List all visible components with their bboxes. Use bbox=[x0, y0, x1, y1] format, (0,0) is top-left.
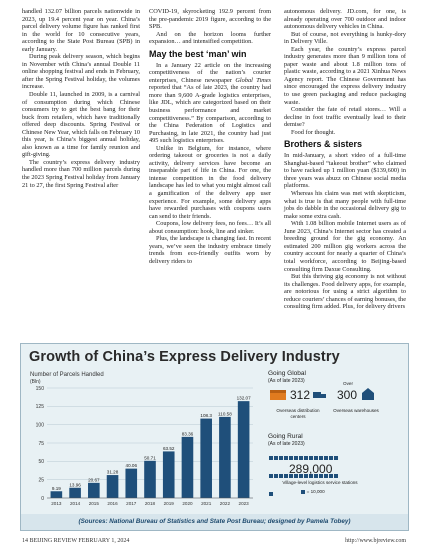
data-label: 83.36 bbox=[181, 431, 194, 437]
y-tick-label: 50 bbox=[38, 459, 44, 466]
paragraph: autonomous delivery. JD.com, for one, is already operating over 700 outdoor and indoor autonomous delivery vehicles in China. bbox=[284, 8, 406, 31]
bar bbox=[51, 491, 63, 498]
house-icon bbox=[274, 456, 278, 460]
house-icon bbox=[284, 474, 288, 478]
going-rural-date: (As of late 2023) bbox=[268, 441, 305, 447]
over-label: Over bbox=[343, 381, 353, 386]
bar bbox=[107, 475, 119, 498]
source-note: (Sources: National Bureau of Statistics and State Post Bureau; designed by Pamela Tobey) bbox=[21, 514, 408, 530]
data-label: 40.06 bbox=[125, 463, 138, 469]
paragraph: In a January 22 article on the increasing competitiveness of the nation’s courier enterprises, Chinese newspaper Global Times reported that “As of late 2023, the country had more than 9,600 A-grade logistics enterprises, like JDL, which are categorized based on their business performance and market competitiveness.” By comparison, according to the China Federation of Logistics and Purchasing, in late 2021, the country had just 495 such logistics enterprises. bbox=[149, 61, 271, 145]
y-tick-label: 75 bbox=[38, 440, 44, 447]
section-heading: May the best ‘man’ win bbox=[149, 48, 247, 59]
data-label: 31.28 bbox=[106, 469, 119, 475]
bar bbox=[125, 469, 137, 498]
x-tick-label: 2015 bbox=[88, 501, 99, 506]
rural-value: 289,000 bbox=[289, 462, 333, 476]
x-tick-label: 2023 bbox=[238, 501, 249, 506]
y-tick-label: 25 bbox=[38, 477, 44, 484]
house-icon bbox=[274, 474, 278, 478]
x-tick-label: 2013 bbox=[51, 501, 62, 506]
infographic-title: Growth of China’s Express Delivery Industry bbox=[29, 349, 340, 365]
data-label: 50.71 bbox=[144, 455, 156, 461]
bar bbox=[144, 461, 156, 498]
y-tick-label: 100 bbox=[35, 422, 44, 429]
paragraph: In mid-January, a short video of a full-time Shanghai-based “takeout brother” who claimed to have racked up 1 million yuan ($139,600) in three years was abuzz on Chinese social media platforms. bbox=[284, 152, 406, 190]
data-label: 13.96 bbox=[69, 482, 81, 488]
x-tick-label: 2016 bbox=[107, 501, 118, 506]
house-icon bbox=[309, 456, 313, 460]
warehouse-value: 300 bbox=[337, 388, 358, 402]
data-label: 110.58 bbox=[218, 411, 232, 417]
column-3 bbox=[284, 8, 406, 311]
house-icon bbox=[329, 456, 333, 460]
going-global-title: Going Global bbox=[268, 370, 306, 377]
house-icon bbox=[314, 456, 318, 460]
house-icon bbox=[279, 456, 283, 460]
house-icon bbox=[301, 490, 305, 494]
house-icon bbox=[279, 474, 283, 478]
house-icon bbox=[269, 456, 273, 460]
rural-label: Village-level logistics service stations bbox=[282, 480, 358, 485]
bar bbox=[163, 451, 175, 498]
distribution-value: 312 bbox=[290, 388, 311, 402]
paragraph: Plus, the landscape is changing fast. In recent years, we’ve seen the industry embrace timely trends from eco-friendly outfits worn by delivery riders to bbox=[149, 235, 271, 265]
bar bbox=[200, 419, 212, 498]
data-label: 9.19 bbox=[51, 485, 61, 491]
bar bbox=[182, 437, 194, 498]
house-icon bbox=[334, 456, 338, 460]
house-icon bbox=[319, 456, 323, 460]
paragraph: COVID-19, skyrocketing 192.9 percent from the pre-pandemic 2019 figure, according to the SPB. bbox=[149, 8, 271, 31]
bar bbox=[219, 417, 231, 498]
data-label: 132.07 bbox=[236, 395, 251, 401]
house-icon bbox=[269, 474, 273, 478]
bar bbox=[238, 401, 250, 498]
paragraph: handled 132.07 billion parcels nationwide in 2023, up 19.4 percent year on year. China’s parcel delivery volume figure has ranked first in the world for 10 consecutive years, according to the State Post Bureau (SPB) in early January. bbox=[22, 8, 140, 53]
paragraph: Whereas his claim was met with skepticism, what is true is that many people with full-time jobs do dabble in the occasional delivery gig to make some extra cash. bbox=[284, 190, 406, 220]
y-tick-label: 150 bbox=[35, 385, 44, 392]
column-2 bbox=[149, 8, 271, 266]
parcels-bar-chart bbox=[25, 384, 257, 512]
data-label: 108.3 bbox=[200, 413, 212, 419]
x-tick-label: 2022 bbox=[219, 501, 231, 506]
data-label: 63.52 bbox=[162, 445, 175, 451]
truck-icon bbox=[313, 389, 327, 401]
x-tick-label: 2014 bbox=[69, 501, 81, 506]
house-icon bbox=[324, 456, 328, 460]
going-global-date: (As of late 2023) bbox=[268, 378, 305, 384]
paragraph: And on the horizon looms further expansion… and intensified competition. bbox=[149, 30, 271, 46]
warehouse-label: Overseas warehouses bbox=[333, 408, 379, 413]
house-icon-grid bbox=[269, 448, 339, 460]
section-heading: Brothers & sisters bbox=[284, 139, 363, 150]
legend bbox=[283, 489, 343, 495]
footer-left: 14 BEIJING REVIEW FEBRUARY 1, 2024 bbox=[22, 538, 130, 544]
bar bbox=[69, 488, 81, 498]
legend-value: = 10,000 bbox=[306, 489, 325, 494]
infographic bbox=[20, 343, 409, 531]
chart-title: Number of Parcels Handled bbox=[30, 372, 104, 378]
footer-right: http://www.bjreview.com bbox=[345, 538, 406, 544]
paragraph: But of course, not everything is hunky-dory in Delivery Ville. bbox=[284, 30, 406, 46]
x-tick-label: 2019 bbox=[163, 501, 174, 506]
warehouse-icon bbox=[361, 387, 375, 401]
y-tick-label: 125 bbox=[35, 404, 44, 411]
paragraph: Double 11, launched in 2009, is a carnival of consumption during which Chinese consumers try to get the best bang for their buck from retailers, which have traditionally offered deep discounts. Spring Festival or Chinese New Year, which falls on February 10 this year, is China’s biggest annual holiday, also known as a time for family reunion and gift-giving. bbox=[22, 91, 140, 159]
x-tick-label: 2020 bbox=[182, 501, 193, 506]
paragraph: But this thriving gig economy is not without its challenges. Food delivery apps, for example, are notorious for using a strict algorithm to reduce couriers’ chances of earning bonuses, the consulting firm added. Plus, for delivery drivers bbox=[284, 273, 406, 311]
x-tick-label: 2018 bbox=[144, 501, 156, 506]
x-tick-label: 2021 bbox=[201, 501, 212, 506]
house-icon bbox=[334, 474, 338, 478]
going-rural-title: Going Rural bbox=[268, 433, 303, 440]
house-icon bbox=[304, 456, 308, 460]
paragraph: With 1.08 billion mobile Internet users as of June 2023, China’s Internet sector has created a breeding ground for the gig economy. An estimated 200 million gig workers across the country account for nearly a quarter of China’s total workforce, according to Beijing-based consulting firm Daxue Consulting. bbox=[284, 220, 406, 273]
house-icon bbox=[269, 492, 273, 496]
paragraph: Food for thought. bbox=[291, 128, 336, 136]
bar bbox=[88, 483, 100, 498]
paragraph: The country’s express delivery industry handled more than 700 million parcels during the 2023 Spring Festival holiday from January 21 to 27, the first Spring Festival after bbox=[22, 158, 140, 189]
data-label: 20.67 bbox=[88, 477, 100, 483]
x-tick-label: 2017 bbox=[126, 501, 137, 506]
paragraph: Unlike in Belgium, for instance, where ordering takeout or groceries is not a daily activity, delivery services have become an inseparable part of life in China. For one, the intense competition in the food delivery landscape has led to what you might almost call a gamification of the delivery app user experience. For example, some delivery apps have rewarded purchases with coupons users can send to their friends. bbox=[149, 144, 271, 220]
chart-unit: (Bln) bbox=[30, 379, 41, 385]
house-icon bbox=[289, 456, 293, 460]
package-icon bbox=[269, 389, 289, 401]
house-icon bbox=[284, 456, 288, 460]
distribution-label: Overseas distribution centers bbox=[276, 408, 320, 419]
column-1 bbox=[22, 8, 140, 189]
paragraph: Consider the fate of retail stores… Will a decline in foot traffic eventually lead to their demise? bbox=[284, 106, 406, 129]
house-icon bbox=[299, 456, 303, 460]
paragraph: Coupons, low delivery fees, no fees… It’s all about consumption: hook, line and sinker. bbox=[149, 220, 271, 235]
y-tick-label: 0 bbox=[41, 495, 44, 502]
paragraph: Each year, the country’s express parcel industry generates more than 9 million tons of paper waste and about 1.8 million tons of plastic waste, according to a 2021 Xinhua News Agency report. The Chinese Government has since encouraged the express delivery industry to use green packaging and reduce packaging waste. bbox=[284, 45, 406, 106]
paragraph: During peak delivery season, which begins in November with China’s annual Double 11 online shopping festival and ends in February, after the Spring Festival holiday, the volumes increase. bbox=[22, 53, 140, 91]
house-icon bbox=[294, 456, 298, 460]
